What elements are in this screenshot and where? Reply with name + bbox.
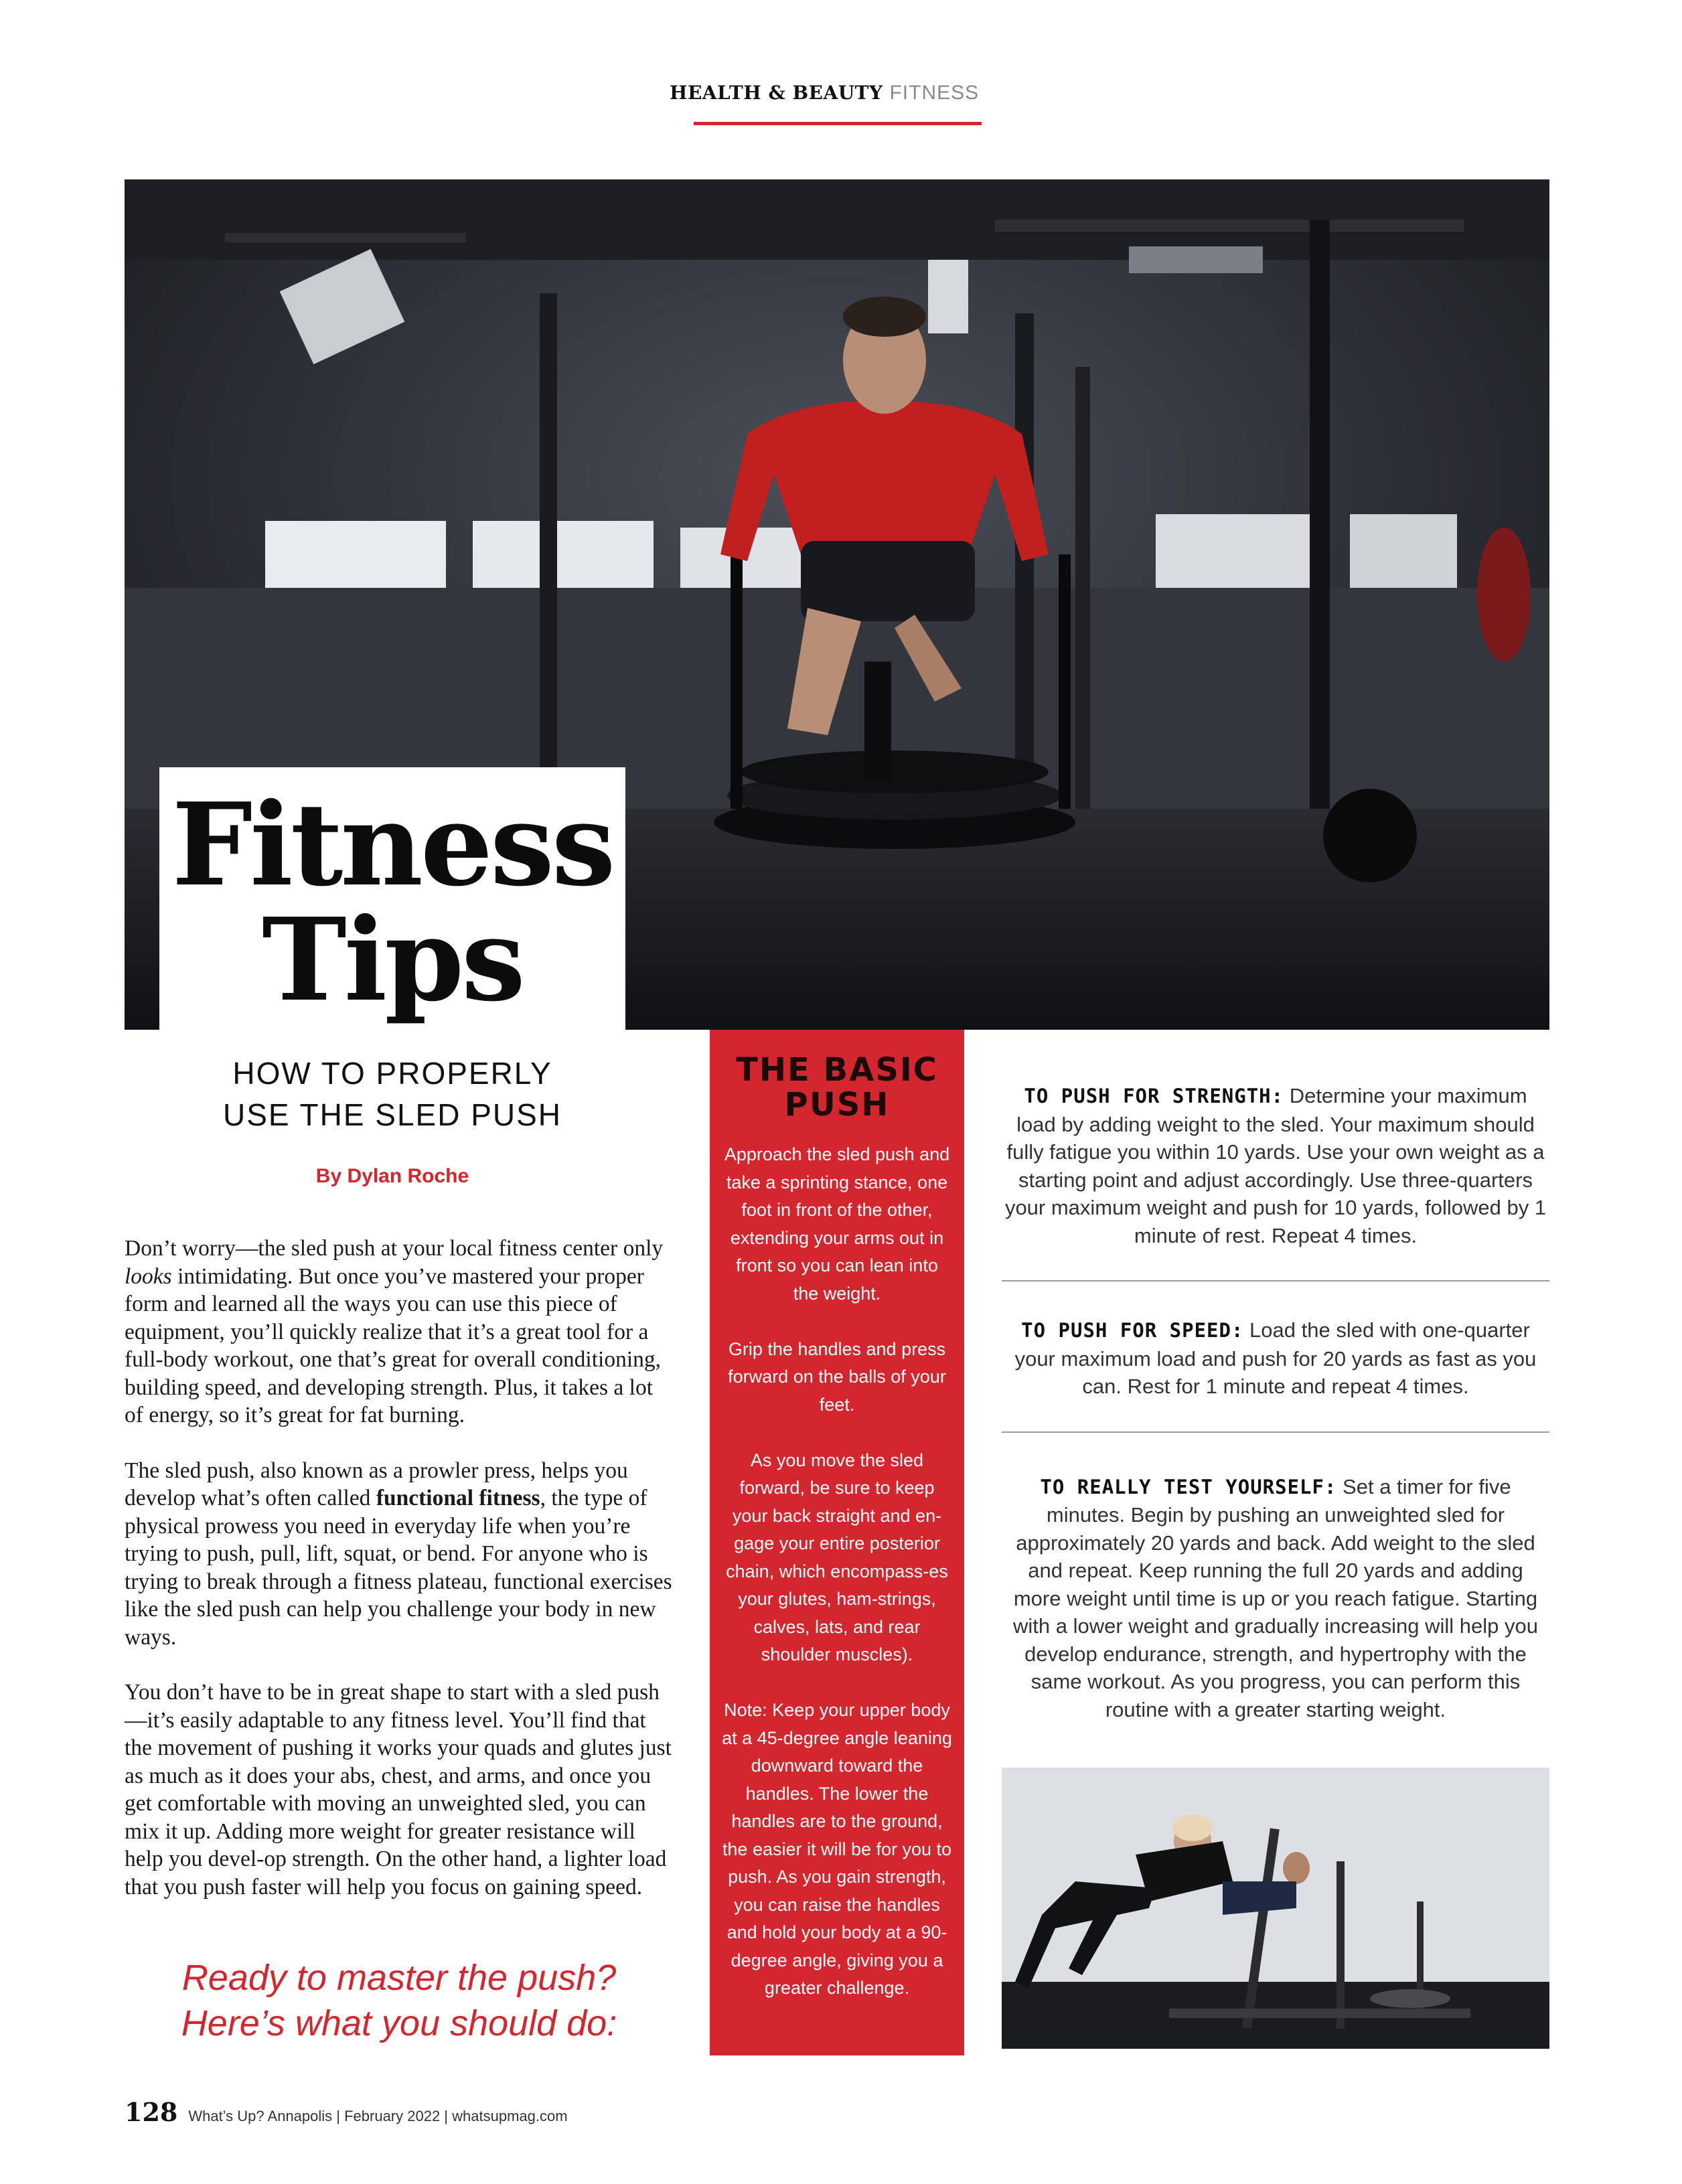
sidebar-step: Approach the sled push and take a sprinting stance, one foot in front of the other, extending your arms out in front so you can lean into the weight. — [724, 1144, 950, 1304]
tip-test-lead: TO REALLY TEST YOURSELF: — [1040, 1475, 1337, 1498]
page-number: 128 — [125, 2097, 178, 2127]
subtitle-line-2: USE THE SLED PUSH — [222, 1097, 562, 1132]
tip-test-yourself — [1002, 1473, 1549, 1724]
article-subtitle — [125, 1052, 660, 1136]
cta-line-1: Ready to master the push? — [181, 1958, 617, 1998]
tip-strength-lead: TO PUSH FOR STRENGTH: — [1024, 1085, 1284, 1107]
tip-speed — [1002, 1316, 1549, 1401]
sled-push-photo — [1002, 1768, 1549, 2049]
body-p1-start: Don’t worry—the sled push at your local fitness center only — [125, 1236, 664, 1261]
sidebar-step: Grip the handles and press forward on the balls of your feet. — [728, 1338, 946, 1415]
sidebar-note: Note: Keep your upper body at a 45-degree angle leaning downward toward the handles. The lower the handles are to the ground, the easier it will be for you to push. As you gain strength, you can raise the handles and hold your body at a 90-degree angle, giving you a greater challenge. — [722, 1700, 952, 1998]
body-paragraph-2 — [125, 1457, 674, 1652]
tip-strength — [1002, 1082, 1549, 1249]
header-underline — [694, 122, 982, 125]
byline: By Dylan Roche — [315, 1165, 469, 1187]
title-line-1: Fitness — [171, 778, 613, 912]
article-title — [159, 767, 625, 1031]
divider — [1002, 1431, 1549, 1433]
section-header — [670, 82, 978, 104]
body-paragraph-1 — [125, 1235, 674, 1429]
tip-strength-text: Determine your maximum load by adding weight to the sled. Your maximum should fully fatigue you within 10 yards. Use your own weight as a starting point and adjust accordingly. Use three-quarters your maximum weight and push for 10 yards, followed by 1 minute of rest. Repeat 4 times. — [1004, 1084, 1547, 1247]
body-p1-emphasis: looks — [125, 1263, 172, 1289]
tip-test-text: Set a timer for five minutes. Begin by pushing an unweighted sled for approximately 20 yards and back. Add weight to the sled and repeat. Keep running the full 20 yards and adding more weight until time is up or you reach fatigue. Starting with a lower weight and gradually increasing will help you develop endurance, strength, and hypertrophy with the same workout. As you progress, you can perform this routine with a greater starting weight. — [1012, 1474, 1539, 1721]
sidebar-heading-line-2: PUSH — [784, 1086, 890, 1123]
sidebar-step: As you move the sled forward, be sure to keep your back straight and en-gage your entire posterior chain, which encompass-es your glutes, ham-strings, calves, lats, and rear shoulder muscles). — [726, 1450, 948, 1664]
body-text — [125, 1235, 674, 1928]
basic-push-sidebar — [710, 1030, 964, 2055]
subtitle-line-1: HOW TO PROPERLY — [232, 1056, 552, 1091]
subsection-label: FITNESS — [889, 82, 980, 104]
body-p2-bold: functional fitness — [376, 1486, 540, 1510]
body-p2-start: The sled push, also known as a prowler press, helps you develop what’s often called — [125, 1458, 628, 1510]
body-paragraph-3: You don’t have to be in great shape to start with a sled push—it’s easily adaptable to any fitness level. You’ll find that the movement of pushing it works your quads and glutes just as much as it does your abs, chest, and arms, and once you get comfortable with moving an unweighted sled, you can mix it up. Adding more weight for greater resistance will help you devel-op strength. On the other hand, a lighter load that you push faster will help you focus on gaining speed. — [125, 1680, 672, 1899]
body-p2-end: , the type of physical prowess you need in everyday life when you’re trying to push, pull, lift, squat, or bend. For anyone who is trying to break through a fitness plateau, functional exercises like the sled push can help you challenge your body in new ways. — [125, 1486, 672, 1650]
page-footer — [125, 2097, 568, 2127]
cta-line-2: Here’s what you should do: — [181, 2003, 617, 2043]
call-to-action — [125, 1955, 674, 2046]
sidebar-heading — [722, 1052, 952, 1122]
tip-speed-text: Load the sled with one-quarter your maximum load and push for 20 yards as fast as you can. Rest for 1 minute and repeat 4 times. — [1014, 1318, 1537, 1398]
section-label: HEALTH & BEAUTY — [670, 82, 883, 104]
footer-info: What’s Up? Annapolis | February 2022 | whatsupmag.com — [188, 2108, 568, 2124]
divider — [1002, 1280, 1549, 1281]
title-line-2: Tips — [262, 893, 523, 1027]
sidebar-heading-line-1: THE BASIC — [736, 1051, 938, 1089]
tip-speed-lead: TO PUSH FOR SPEED: — [1021, 1319, 1244, 1342]
workout-tips — [1002, 1082, 1549, 1723]
body-p1-end: intimidating. But once you’ve mastered your proper form and learned all the ways you can use this piece of equipment, you’ll quickly realize that it’s a great tool for a full-body workout, one that’s great for overall conditioning, building speed, and developing strength. Plus, it takes a lot of energy, so it’s great for fat burning. — [125, 1263, 662, 1427]
